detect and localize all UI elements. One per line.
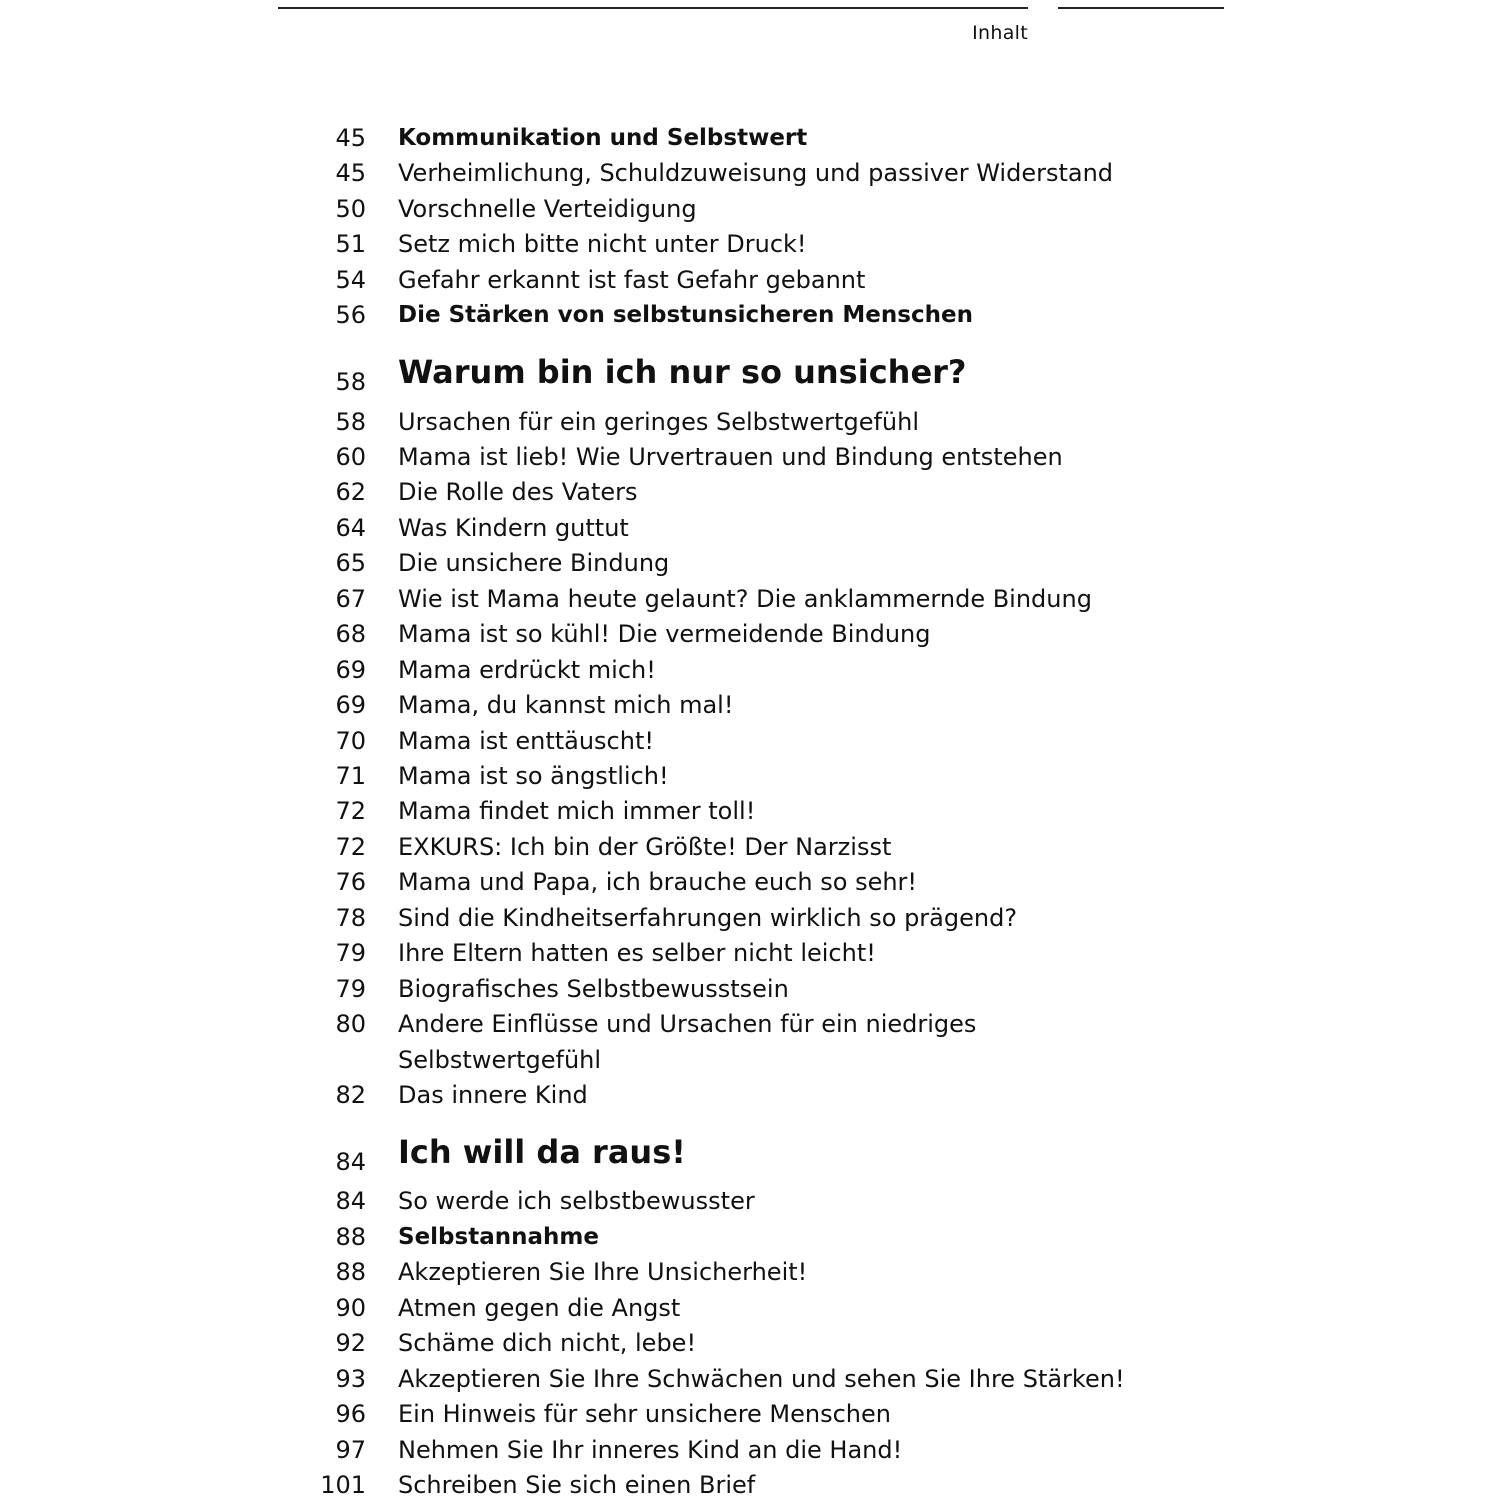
toc-page-number: 79 bbox=[335, 939, 366, 967]
toc-entry-title: Die Rolle des Vaters bbox=[398, 478, 638, 506]
toc-page-number: 60 bbox=[335, 443, 366, 471]
toc-page-number: 58 bbox=[335, 368, 366, 396]
toc-page-number: 64 bbox=[335, 514, 366, 542]
toc-entry-title: Schäme dich nicht, lebe! bbox=[398, 1329, 697, 1357]
toc-entry-title: Nehmen Sie Ihr inneres Kind an die Hand! bbox=[398, 1436, 903, 1464]
toc-entry-title: Andere Einflüsse und Ursachen für ein niedriges Selbstwertgefühl bbox=[398, 1010, 977, 1074]
toc-chapter-title: Ich will da raus! bbox=[398, 1133, 686, 1171]
toc-entry-title: Akzeptieren Sie Ihre Schwächen und sehen Sie Ihre Stärken! bbox=[398, 1365, 1125, 1393]
toc-page-number: 56 bbox=[335, 301, 366, 329]
toc-entry-title: Verheimlichung, Schuldzuweisung und passiver Widerstand bbox=[398, 159, 1114, 187]
toc-entry-title: Mama ist lieb! Wie Urvertrauen und Bindung entstehen bbox=[398, 443, 1063, 471]
toc-page-number: 93 bbox=[335, 1365, 366, 1393]
toc-entry-title: Das innere Kind bbox=[398, 1081, 588, 1109]
toc-page-number: 69 bbox=[335, 656, 366, 684]
toc-page-number: 65 bbox=[335, 549, 366, 577]
toc-page-number: 51 bbox=[335, 230, 366, 258]
toc-entry-title: Ihre Eltern hatten es selber nicht leicht! bbox=[398, 939, 876, 967]
toc-page-number: 96 bbox=[335, 1400, 366, 1428]
toc-page-number: 54 bbox=[335, 266, 366, 294]
toc-page-number: 92 bbox=[335, 1329, 366, 1357]
toc-section-title: Kommunikation und Selbstwert bbox=[398, 125, 808, 151]
toc-page-number: 45 bbox=[335, 124, 366, 152]
toc-entry-title: Atmen gegen die Angst bbox=[398, 1294, 681, 1322]
toc-page-number: 79 bbox=[335, 975, 366, 1003]
toc-entry-title: Mama erdrückt mich! bbox=[398, 656, 656, 684]
toc-chapter-title: Warum bin ich nur so unsicher? bbox=[398, 353, 967, 391]
toc-entry-title: Mama findet mich immer toll! bbox=[398, 797, 756, 825]
toc-page-number: 101 bbox=[320, 1471, 366, 1499]
toc-page-number: 71 bbox=[335, 762, 366, 790]
toc-entry-title: Mama ist so ängstlich! bbox=[398, 762, 669, 790]
toc-entry-title: Sind die Kindheitserfahrungen wirklich so prägend? bbox=[398, 904, 1018, 932]
toc-entry-title: Mama ist enttäuscht! bbox=[398, 727, 654, 755]
toc-entry-title: Die unsichere Bindung bbox=[398, 549, 670, 577]
toc-page-number: 68 bbox=[335, 620, 366, 648]
toc-entry-title: Gefahr erkannt ist fast Gefahr gebannt bbox=[398, 266, 866, 294]
toc-entry-title: Vorschnelle Verteidigung bbox=[398, 195, 697, 223]
running-head: Inhalt bbox=[972, 22, 1028, 44]
toc-page-number: 50 bbox=[335, 195, 366, 223]
toc-entry-title: Wie ist Mama heute gelaunt? Die anklammernde Bindung bbox=[398, 585, 1092, 613]
toc-page-number: 80 bbox=[335, 1010, 366, 1038]
toc-entry-title: Mama ist so kühl! Die vermeidende Bindung bbox=[398, 620, 931, 648]
toc-entry-title: Setz mich bitte nicht unter Druck! bbox=[398, 230, 807, 258]
toc-entry-title: Schreiben Sie sich einen Brief bbox=[398, 1471, 756, 1499]
toc-entry-title: Akzeptieren Sie Ihre Unsicherheit! bbox=[398, 1258, 808, 1286]
toc-page-number: 88 bbox=[335, 1223, 366, 1251]
toc-entry-title: Mama, du kannst mich mal! bbox=[398, 691, 734, 719]
toc-page-number: 72 bbox=[335, 797, 366, 825]
toc-entry-title: Biografisches Selbstbewusstsein bbox=[398, 975, 789, 1003]
toc-section-title: Selbstannahme bbox=[398, 1224, 599, 1250]
toc-page-number: 62 bbox=[335, 478, 366, 506]
toc-page-number: 90 bbox=[335, 1294, 366, 1322]
toc-page-number: 84 bbox=[335, 1187, 366, 1215]
toc-page-number: 67 bbox=[335, 585, 366, 613]
toc-page-number: 97 bbox=[335, 1436, 366, 1464]
toc-page-number: 76 bbox=[335, 868, 366, 896]
toc-entry-title: So werde ich selbstbewusster bbox=[398, 1187, 755, 1215]
toc-page-number: 78 bbox=[335, 904, 366, 932]
toc-entry-title: Was Kindern guttut bbox=[398, 514, 629, 542]
toc-page-number: 84 bbox=[335, 1148, 366, 1176]
toc-page-number: 88 bbox=[335, 1258, 366, 1286]
toc-page-number: 82 bbox=[335, 1081, 366, 1109]
toc-page-number: 72 bbox=[335, 833, 366, 861]
toc-page-number: 45 bbox=[335, 159, 366, 187]
toc-page-number: 58 bbox=[335, 408, 366, 436]
toc-page-number: 69 bbox=[335, 691, 366, 719]
toc-entry-title: Ein Hinweis für sehr unsichere Menschen bbox=[398, 1400, 891, 1428]
toc-entry-title: Mama und Papa, ich brauche euch so sehr! bbox=[398, 868, 918, 896]
toc-section-title: Die Stärken von selbstunsicheren Menschen bbox=[398, 302, 973, 328]
toc-entry-title: Ursachen für ein geringes Selbstwertgefühl bbox=[398, 408, 919, 436]
toc-page-number: 70 bbox=[335, 727, 366, 755]
toc-entry-title: EXKURS: Ich bin der Größte! Der Narzisst bbox=[398, 833, 892, 861]
